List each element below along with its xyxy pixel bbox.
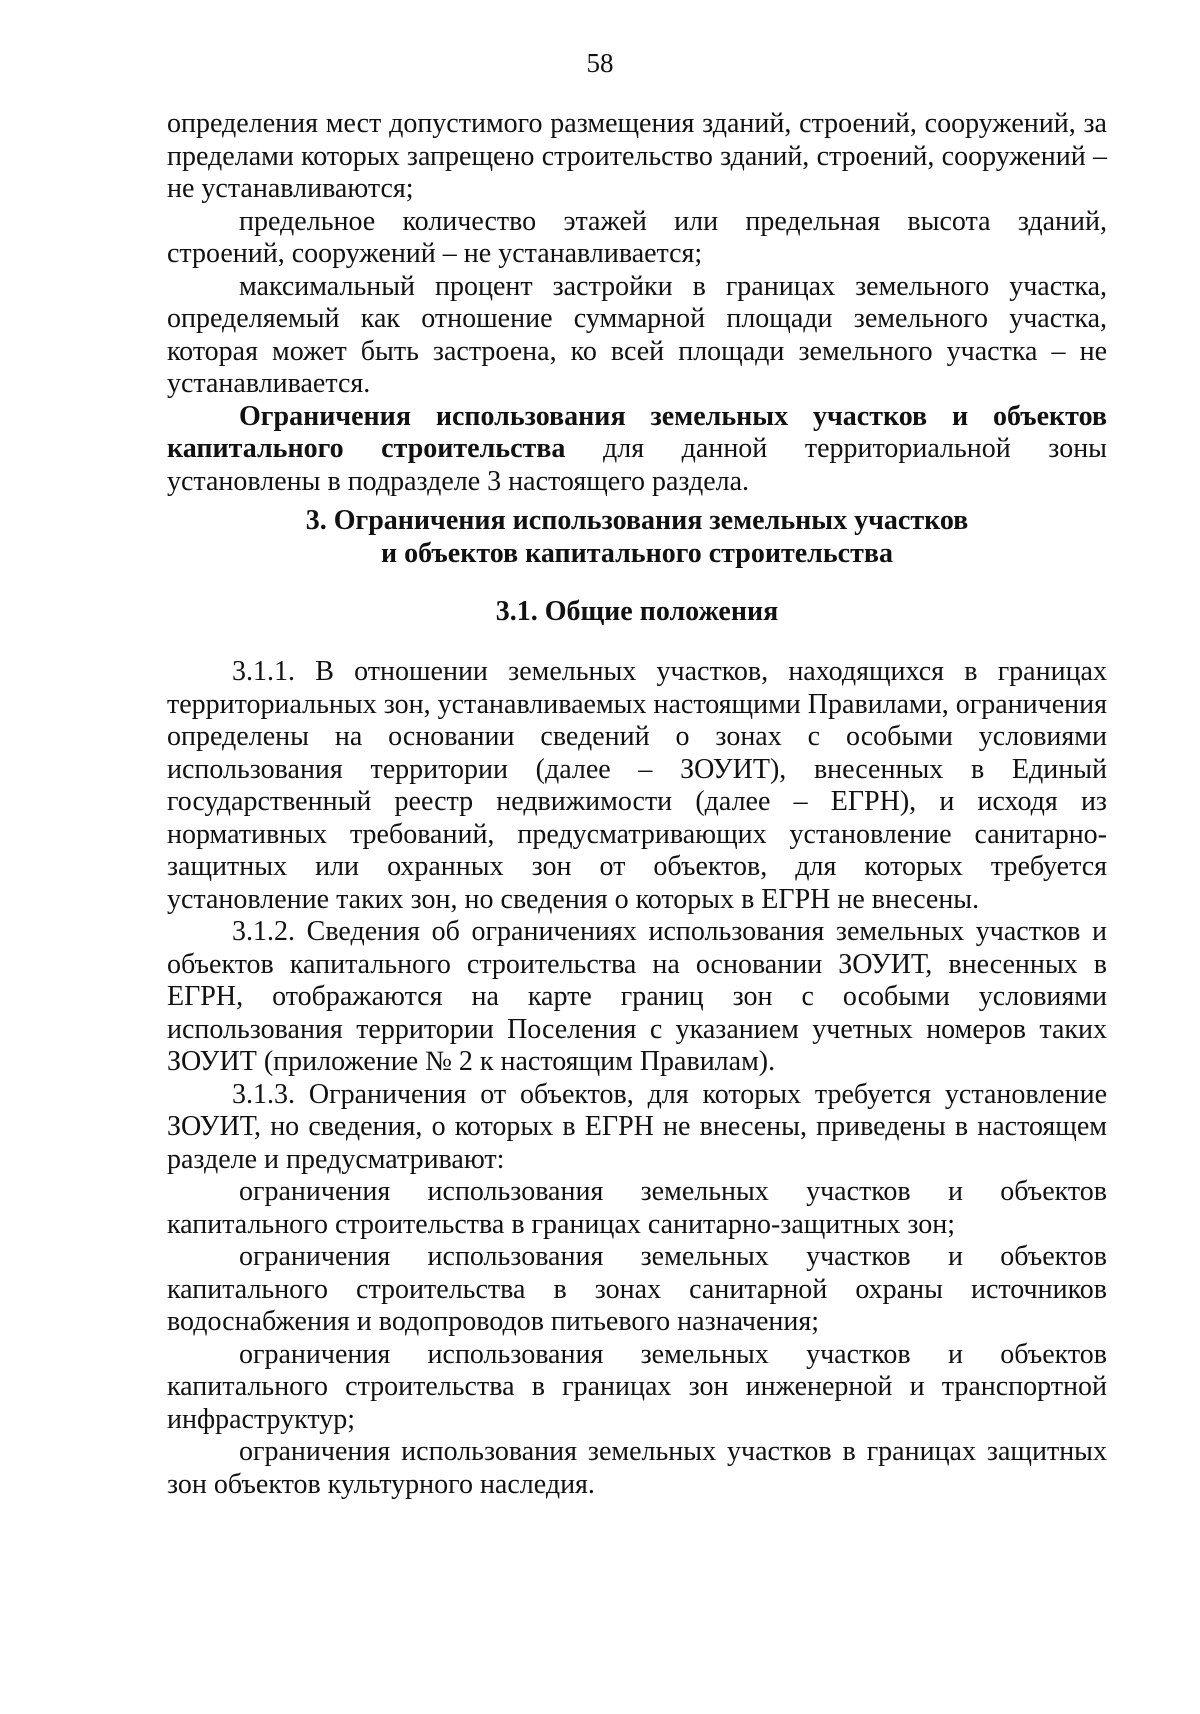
subsection-title: 3.1. Общие положения [495, 596, 779, 627]
item-3-1-2: 3.1.2. Сведения об ограничениях использования земельных участков и объектов капитального строительства на основании ЗОУИТ, внесенных в ЕГРН, отображаются на карте границ зон с особыми условиями использования территории Поселения с указанием учетных номеров таких ЗОУИТ (приложение № 2 к настоящим Правилам). [167, 916, 1107, 1077]
subsection-heading [167, 596, 1107, 629]
intro-paragraph-1: определения мест допустимого размещения зданий, строений, сооружений, за пределами которых запрещено строительство зданий, строений, сооружений – не устанавливаются; [167, 108, 1107, 204]
page-number: 58 [586, 48, 614, 78]
restrictions-bold-phrase: Ограничения использования земельных участков и объектов капитального строительства [167, 400, 1107, 464]
intro-paragraph-2: предельное количество этажей или предельная высота зданий, строений, сооружений – не устанавливается; [167, 205, 1107, 269]
intro-paragraph-4 [167, 401, 1107, 499]
intro-paragraph-3: максимальный процент застройки в границах земельного участка, определяемый как отношение суммарной площади земельного участка, которая может быть застроена, ко всей площади земельного участка – не устанавливается. [167, 270, 1107, 399]
list-item: ограничения использования земельных участков и объектов капитального строительства в границах зон инженерной и транспортной инфраструктур; [167, 1338, 1107, 1435]
items-block [167, 656, 1107, 1501]
item-3-1-1: 3.1.1. В отношении земельных участков, находящихся в границах территориальных зон, устанавливаемых настоящими Правилами, ограничения определены на основании сведений о зонах с особыми условиями использования территории (далее – ЗОУИТ), внесенных в Единый государственный реестр недвижимости (далее – ЕГРН), и исходя из нормативных требований, предусматривающих установление санитарно-защитных или охранных зон от объектов, для которых требуется установление таких зон, но сведения о которых в ЕГРН не внесены. [167, 656, 1107, 915]
section-title-line-2: и объектов капитального строительства [381, 537, 893, 569]
intro-block [167, 108, 1107, 498]
restrictions-rest-text: для данной территориальной зоны установлены в подразделе 3 настоящего раздела. [167, 433, 1107, 497]
list-item: ограничения использования земельных участков и объектов капитального строительства в границах санитарно-защитных зон; [167, 1176, 1107, 1240]
section-heading [167, 505, 1107, 570]
list-item: ограничения использования земельных участков и объектов капитального строительства в зонах санитарной охраны источников водоснабжения и водопроводов питьевого назначения; [167, 1241, 1107, 1337]
section-title-line-1: 3. Ограничения использования земельных участков [305, 505, 969, 536]
list-item: ограничения использования земельных участков в границах защитных зон объектов культурного наследия. [167, 1436, 1107, 1500]
item-3-1-3: 3.1.3. Ограничения от объектов, для которых требуется установление ЗОУИТ, но сведения, о которых в ЕГРН не внесены, приведены в настоящем разделе и предусматривают: [167, 1078, 1107, 1175]
